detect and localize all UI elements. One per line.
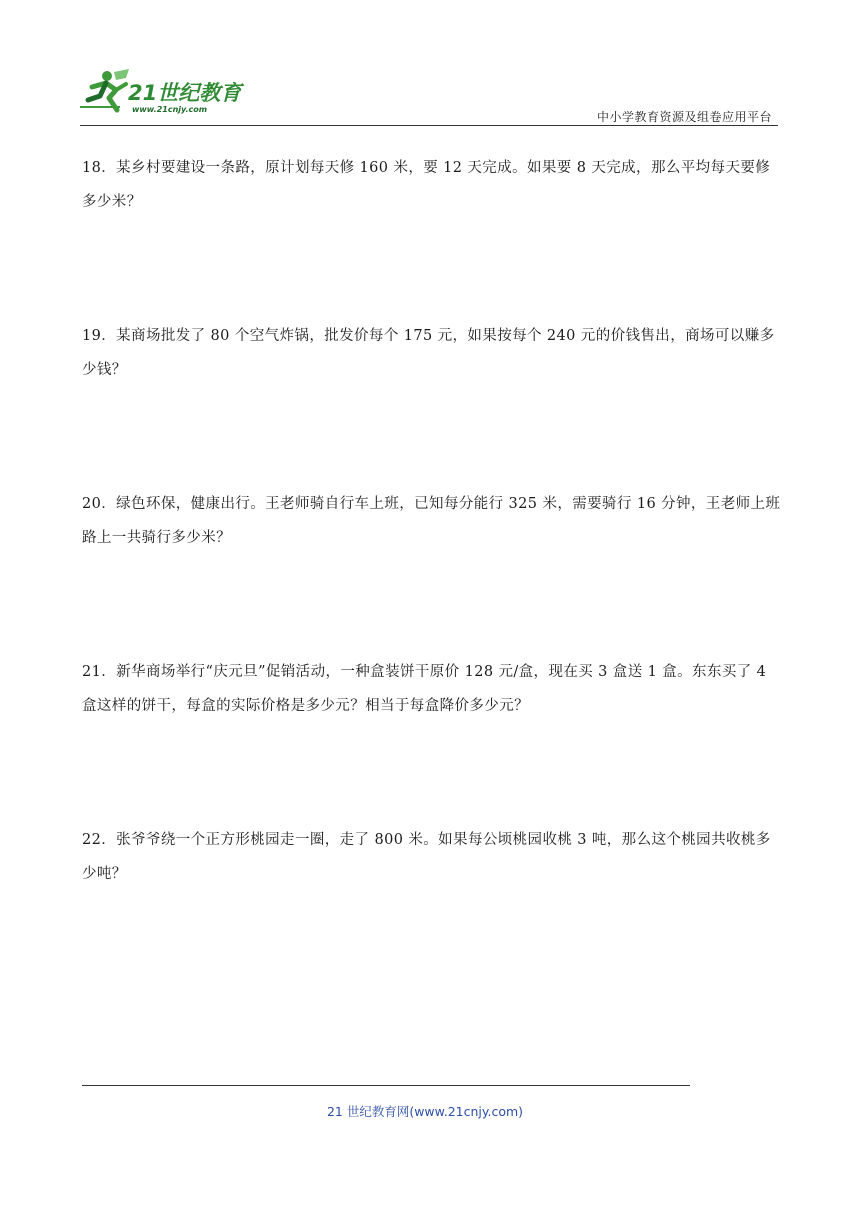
logo: [80, 66, 280, 116]
page-header: [80, 66, 778, 128]
logo-text: 21世纪教育: [128, 81, 242, 105]
question-18: 18．某乡村要建设一条路，原计划每天修 160 米，要 12 天完成。如果要 8 天完成，那么平均每天要修多少米？: [82, 160, 771, 210]
question-21: 21．新华商场举行“庆元旦”促销活动，一种盒装饼干原价 128 元/盒，现在买 3 盒送 1 盒。东东买了 4 盒这样的饼干，每盒的实际价格是多少元？相当于每盒降价多少元？: [82, 664, 767, 714]
header-divider: [80, 125, 778, 126]
question-22: 22．张爷爷绕一个正方形桃园走一圈，走了 800 米。如果每公顷桃园收桃 3 吨，那么这个桃园共收桃多少吨？: [82, 832, 771, 882]
footer-divider: [82, 1085, 690, 1086]
flag-icon: [114, 69, 129, 80]
question-20: 20．绿色环保，健康出行。王老师骑自行车上班，已知每分能行 325 米，需要骑行 16 分钟，王老师上班路上一共骑行多少米？: [82, 496, 781, 546]
question-19: 19．某商场批发了 80 个空气炸锅，批发价每个 175 元，如果按每个 240 元的价钱售出，商场可以赚多少钱？: [82, 328, 775, 378]
platform-name: 中小学教育资源及组卷应用平台: [596, 110, 772, 124]
logo-url: www.21cnjy.com: [132, 105, 208, 114]
footer-link[interactable]: 21 世纪教育网(www.21cnjy.com): [326, 1104, 524, 1119]
